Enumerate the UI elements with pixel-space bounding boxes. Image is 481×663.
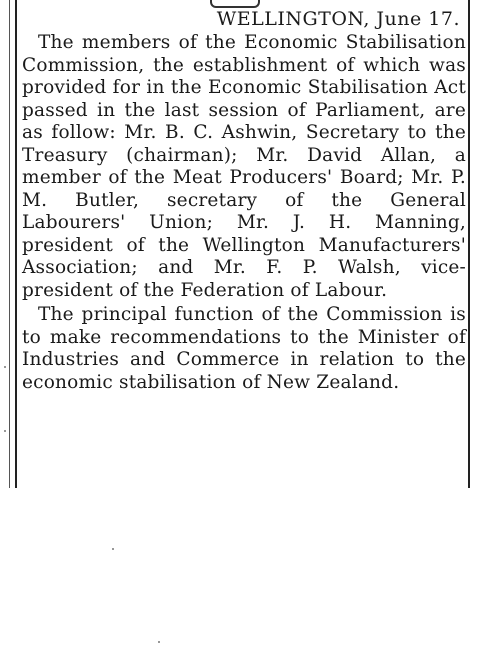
- paragraph-1: The members of the Economic Stabilisation Commission, the establishment of which was provided for in the Economic Stabilisation Act passed in the last session of Parliament, are as follow: Mr. B. C. Ashwin, Secretary to the Treasury (chairman); Mr. David Allan, a member of the Meat Producers' Board; Mr. P. M. Butler, secretary of the General Labourers' Union; Mr. J. H. Manning, president of the Wellington Manufacturers' Association; and Mr. F. P. Walsh, vice-president of the Federation of Labour.: [22, 32, 466, 301]
- print-speck: [4, 366, 6, 368]
- column-rule-right: [468, 0, 470, 488]
- paragraph-2: The principal function of the Commission is to make recommendations to the Minister of Industries and Commerce in relation to the economic stabilisation of New Zealand.: [22, 304, 466, 393]
- print-speck: [4, 430, 6, 432]
- column-rule-left-thin: [9, 0, 10, 488]
- dateline: WELLINGTON, June 17.: [216, 8, 460, 30]
- print-speck: [158, 641, 160, 643]
- print-speck: [112, 548, 114, 550]
- article: [22, 6, 466, 394]
- column-rule-left: [15, 0, 17, 488]
